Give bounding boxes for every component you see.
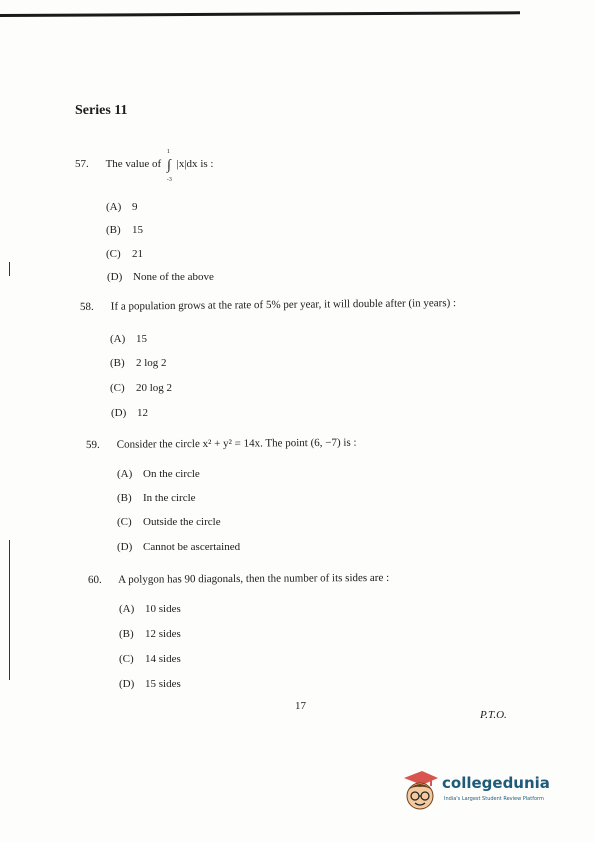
collegedunia-logo <box>400 768 575 818</box>
series-heading: Series 11 <box>75 103 128 118</box>
margin-mark <box>9 540 10 680</box>
question-57 <box>75 149 214 183</box>
option-text: 15 sides <box>145 678 181 690</box>
option-label: (D) <box>107 271 123 283</box>
option-label: (B) <box>106 224 121 236</box>
option-label: (A) <box>106 201 122 213</box>
option-text: Outside the circle <box>143 516 221 528</box>
question-60 <box>88 572 389 586</box>
question-58 <box>80 297 456 313</box>
option[interactable] <box>107 271 214 283</box>
option[interactable] <box>106 248 143 260</box>
option[interactable] <box>117 541 240 553</box>
option[interactable] <box>119 653 181 665</box>
option[interactable] <box>119 603 181 615</box>
option[interactable] <box>110 382 172 394</box>
option[interactable] <box>111 407 148 419</box>
option[interactable] <box>106 224 143 236</box>
question-number: 59. <box>85 438 100 451</box>
integral-lower-limit: -3 <box>166 177 172 183</box>
option-text: 14 sides <box>145 653 181 665</box>
option-text: 2 log 2 <box>136 357 167 369</box>
question-number: 57. <box>75 158 89 170</box>
option-label: (C) <box>110 382 125 394</box>
option-text: 10 sides <box>145 603 181 615</box>
logo-tagline: India's Largest Student Review Platform <box>444 796 544 802</box>
option-text: 12 <box>137 407 148 419</box>
option[interactable] <box>106 201 138 213</box>
margin-mark <box>9 262 10 276</box>
option[interactable] <box>110 333 147 345</box>
question-number: 58. <box>79 300 94 313</box>
option[interactable] <box>119 678 181 690</box>
option[interactable] <box>119 628 181 640</box>
option-label: (B) <box>110 357 125 369</box>
integrand: |x|dx <box>176 158 198 170</box>
question-text: The value of <box>105 158 162 170</box>
option-label: (B) <box>117 492 132 504</box>
option[interactable] <box>117 492 196 504</box>
option-text: Cannot be ascertained <box>143 541 241 553</box>
integral-upper-limit: 1 <box>166 149 170 155</box>
option-label: (A) <box>119 603 135 615</box>
option[interactable] <box>117 516 221 528</box>
question-number: 60. <box>87 573 102 586</box>
option-label: (C) <box>106 248 121 260</box>
option-text: 12 sides <box>145 628 181 640</box>
question-text: If a population grows at the rate of 5% per year, it will double after (in years) : <box>110 297 457 313</box>
student-mascot-icon <box>400 768 440 814</box>
option-text: 15 <box>132 224 143 236</box>
question-59 <box>86 437 357 451</box>
option-label: (A) <box>117 468 133 480</box>
pto-note: P.T.O. <box>480 709 507 721</box>
option-text: 9 <box>132 201 138 213</box>
option-label: (D) <box>111 407 127 419</box>
option-label: (D) <box>119 678 135 690</box>
option-label: (D) <box>117 541 133 553</box>
option-text: 20 log 2 <box>136 382 173 394</box>
top-rule <box>0 11 520 17</box>
option-text: 21 <box>132 248 143 260</box>
option[interactable] <box>110 357 167 369</box>
question-text: A polygon has 90 diagonals, then the number of its sides are : <box>118 571 390 586</box>
question-text-end: is : <box>200 158 214 170</box>
option-label: (C) <box>119 653 134 665</box>
logo-name: collegedunia <box>442 774 550 792</box>
page-number: 17 <box>295 700 306 712</box>
question-text: Consider the circle x² + y² = 14x. The point (6, −7) is : <box>116 436 357 451</box>
option-label: (A) <box>110 333 126 345</box>
option-text: 15 <box>136 333 147 345</box>
option-text: On the circle <box>143 468 200 480</box>
option-label: (B) <box>119 628 134 640</box>
option-text: In the circle <box>143 492 196 504</box>
option-text: None of the above <box>133 271 214 283</box>
option[interactable] <box>117 468 200 480</box>
option-label: (C) <box>117 516 132 528</box>
integral-sign: ∫ 1 -3 <box>166 149 172 183</box>
